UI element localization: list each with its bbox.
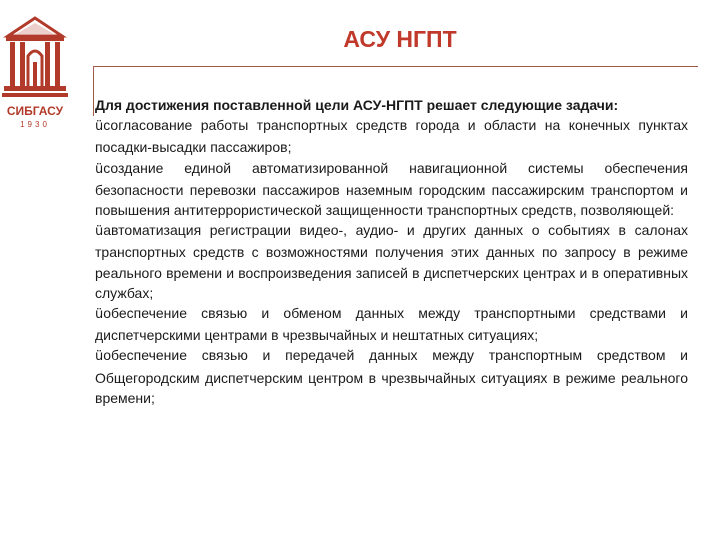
university-logo bbox=[2, 14, 68, 132]
logo-year: 1930 bbox=[20, 120, 50, 129]
list-item bbox=[95, 220, 688, 303]
logo-name: СИБГАСУ bbox=[6, 104, 64, 118]
intro-paragraph: Для достижения поставленной цели АСУ-НГПТ решает следующие задачи: bbox=[95, 97, 619, 113]
title-divider bbox=[94, 66, 698, 67]
check-bullet-icon: ü bbox=[95, 349, 104, 365]
list-item-text: автоматизация регистрации видео-, аудио- и других данных о событиях в салонах транспортных средств с возможностями получения этих данных по запросу в режиме реального времени и воспроизведения записей в диспетчерских центрах и в оперативных службах; bbox=[95, 222, 688, 301]
check-bullet-icon: ü bbox=[95, 307, 104, 323]
list-item-text: обеспечение связью и передачей данных между транспортным средством и Общегородским диспетчерским центром в чрезвычайных ситуациях в режиме реального времени; bbox=[95, 347, 688, 406]
check-bullet-icon: ü bbox=[95, 119, 104, 135]
slide-body bbox=[95, 95, 688, 408]
slide-title: АСУ НГПТ bbox=[343, 26, 457, 52]
check-bullet-icon: ü bbox=[95, 161, 104, 177]
list-item-text: создание единой автоматизированной навигационной системы обеспечения безопасности перевозки пассажиров наземным городским пассажирским транспортом и повышения антитеррористической защищенности транспортных средств, позволяющей: bbox=[95, 159, 688, 219]
list-item bbox=[95, 303, 688, 345]
list-item-text: согласование работы транспортных средств города и области на конечных пунктах посадки-высадки пассажиров; bbox=[95, 117, 688, 156]
list-item bbox=[95, 345, 688, 408]
left-divider bbox=[93, 66, 94, 116]
check-bullet-icon: ü bbox=[95, 224, 104, 240]
list-item bbox=[95, 115, 688, 157]
list-item-text: обеспечение связью и обменом данных между транспортными средствами и диспетчерскими центрами в чрезвычайных и нештатных ситуациях; bbox=[95, 305, 688, 344]
list-item bbox=[95, 158, 688, 221]
building-emblem-icon bbox=[2, 14, 68, 104]
